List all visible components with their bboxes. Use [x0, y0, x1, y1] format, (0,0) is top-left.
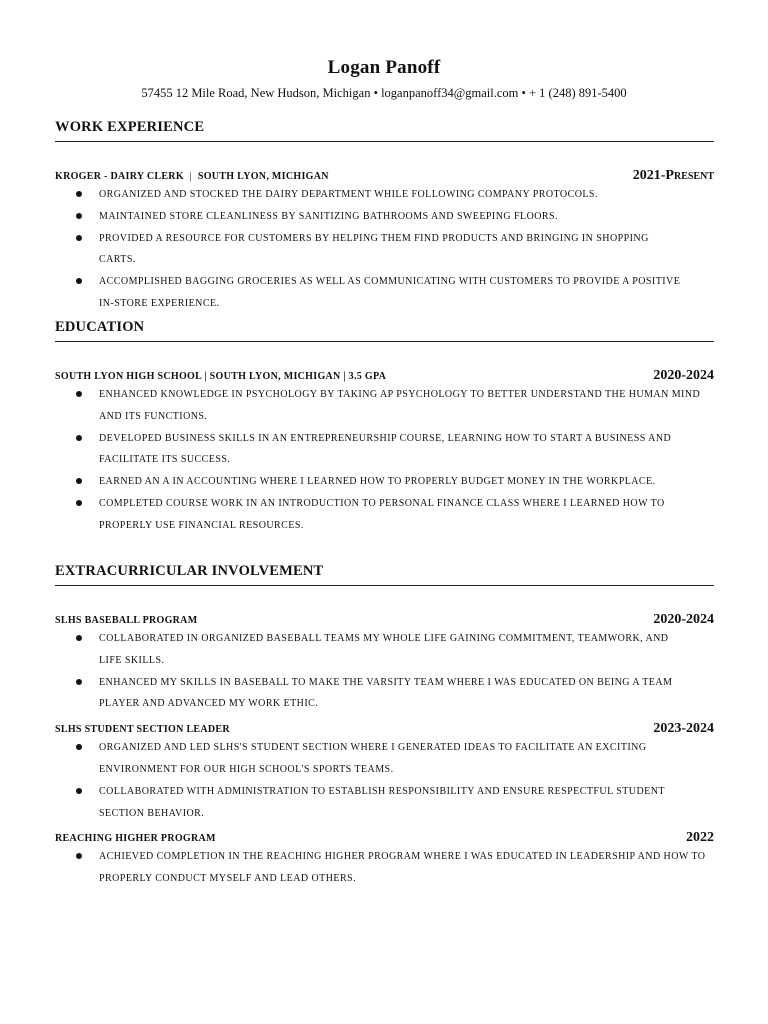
extracurricular-entry-header: [55, 824, 714, 846]
bullet-icon: [76, 391, 82, 397]
list-item: PROVIDED A RESOURCE FOR CUSTOMERS BY HELPING THEM FIND PRODUCTS AND BRINGING IN SHOPPING CARTS.: [55, 228, 685, 272]
list-item: ENHANCED KNOWLEDGE IN PSYCHOLOGY BY TAKING AP PSYCHOLOGY TO BETTER UNDERSTAND THE HUMAN MIND AND ITS FUNCTIONS.: [55, 384, 714, 428]
list-item: ACHIEVED COMPLETION IN THE REACHING HIGHER PROGRAM WHERE I WAS EDUCATED IN LEADERSHIP AND HOW TO PROPERLY CONDUCT MYSELF AND LEAD OTHERS.: [55, 846, 714, 890]
education-entry-date: 2020-2024: [653, 368, 714, 383]
bullet-icon: [76, 435, 82, 441]
extracurricular-entry-date: 2020-2024: [653, 612, 714, 627]
list-item: COLLABORATED WITH ADMINISTRATION TO ESTABLISH RESPONSIBILITY AND ENSURE RESPECTFUL STUDENT SECTION BEHAVIOR.: [55, 781, 675, 825]
bullet-icon: [76, 853, 82, 859]
work-entry-heading: [55, 170, 329, 184]
extracurricular-entry-bullets: [55, 846, 714, 890]
extracurricular-entry-header: [55, 606, 714, 628]
bullet-icon: [76, 478, 82, 484]
extracurricular-entry-bullets: [55, 628, 685, 715]
extracurricular-entry-heading: SLHS STUDENT SECTION LEADER: [55, 724, 230, 736]
section-title-education: EDUCATION: [55, 319, 714, 342]
work-experience-section: [55, 119, 714, 315]
extracurricular-entry-date: 2022: [686, 830, 714, 846]
bullet-icon: [76, 235, 82, 241]
list-item: COMPLETED COURSE WORK IN AN INTRODUCTION TO PERSONAL FINANCE CLASS WHERE I LEARNED HOW TO PROPERLY USE FINANCIAL RESOURCES.: [55, 493, 714, 537]
education-section: [55, 319, 714, 537]
extracurricular-entry-header: [55, 715, 714, 737]
bullet-icon: [76, 679, 82, 685]
list-item: ENHANCED MY SKILLS IN BASEBALL TO MAKE THE VARSITY TEAM WHERE I WAS EDUCATED ON BEING A TEAM PLAYER AND ADVANCED MY WORK ETHIC.: [55, 672, 685, 716]
bullet-icon: [76, 213, 82, 219]
extracurricular-section: [55, 563, 714, 890]
bullet-icon: [76, 744, 82, 750]
extracurricular-entry-heading: REACHING HIGHER PROGRAM: [55, 833, 216, 845]
work-entry-header: [55, 162, 714, 184]
extracurricular-entry-heading: SLHS BASEBALL PROGRAM: [55, 615, 198, 626]
education-entry-header: [55, 362, 714, 384]
list-item: ORGANIZED AND STOCKED THE DAIRY DEPARTMENT WHILE FOLLOWING COMPANY PROTOCOLS.: [55, 184, 685, 206]
list-item: COLLABORATED IN ORGANIZED BASEBALL TEAMS MY WHOLE LIFE GAINING COMMITMENT, TEAMWORK, AND LIFE SKILLS.: [55, 628, 685, 672]
education-entry-heading: SOUTH LYON HIGH SCHOOL | SOUTH LYON, MICHIGAN | 3.5 GPA: [55, 371, 387, 382]
work-entry-bullets: [55, 184, 685, 315]
bullet-icon: [76, 500, 82, 506]
list-item: DEVELOPED BUSINESS SKILLS IN AN ENTREPRENEURSHIP COURSE, LEARNING HOW TO START A BUSINESS AND FACILITATE ITS SUCCESS.: [55, 428, 714, 472]
work-entry-location: SOUTH LYON, MICHIGAN: [197, 171, 329, 182]
work-entry-date: 2021-Present: [632, 168, 714, 183]
candidate-name: Logan Panoff: [327, 57, 441, 78]
list-item: ACCOMPLISHED BAGGING GROCERIES AS WELL AS COMMUNICATING WITH CUSTOMERS TO PROVIDE A POSITIVE IN-STORE EXPERIENCE.: [55, 271, 685, 315]
contact-line: 57455 12 Mile Road, New Hudson, Michigan • loganpanoff34@gmail.com • + 1 (248) 891-5400: [141, 86, 627, 100]
education-entry-bullets: [55, 384, 714, 537]
work-entry-role: KROGER - DAIRY CLERK: [55, 171, 184, 182]
bullet-icon: [76, 278, 82, 284]
section-title-extracurricular: EXTRACURRICULAR INVOLVEMENT: [55, 563, 714, 586]
bullet-icon: [76, 635, 82, 641]
list-item: ORGANIZED AND LED SLHS'S STUDENT SECTION WHERE I GENERATED IDEAS TO FACILITATE AN EXCITING ENVIRONMENT FOR OUR HIGH SCHOOL'S SPORTS TEAMS.: [55, 737, 675, 781]
list-item: MAINTAINED STORE CLEANLINESS BY SANITIZING BATHROOMS AND SWEEPING FLOORS.: [55, 206, 685, 228]
extracurricular-entry-date: 2023-2024: [653, 721, 714, 737]
bullet-icon: [76, 191, 82, 197]
extracurricular-entry-bullets: [55, 737, 675, 824]
bullet-icon: [76, 788, 82, 794]
list-item: EARNED AN A IN ACCOUNTING WHERE I LEARNED HOW TO PROPERLY BUDGET MONEY IN THE WORKPLACE.: [55, 471, 714, 493]
work-entry-separator: |: [189, 171, 193, 182]
section-title-work: WORK EXPERIENCE: [55, 119, 714, 142]
